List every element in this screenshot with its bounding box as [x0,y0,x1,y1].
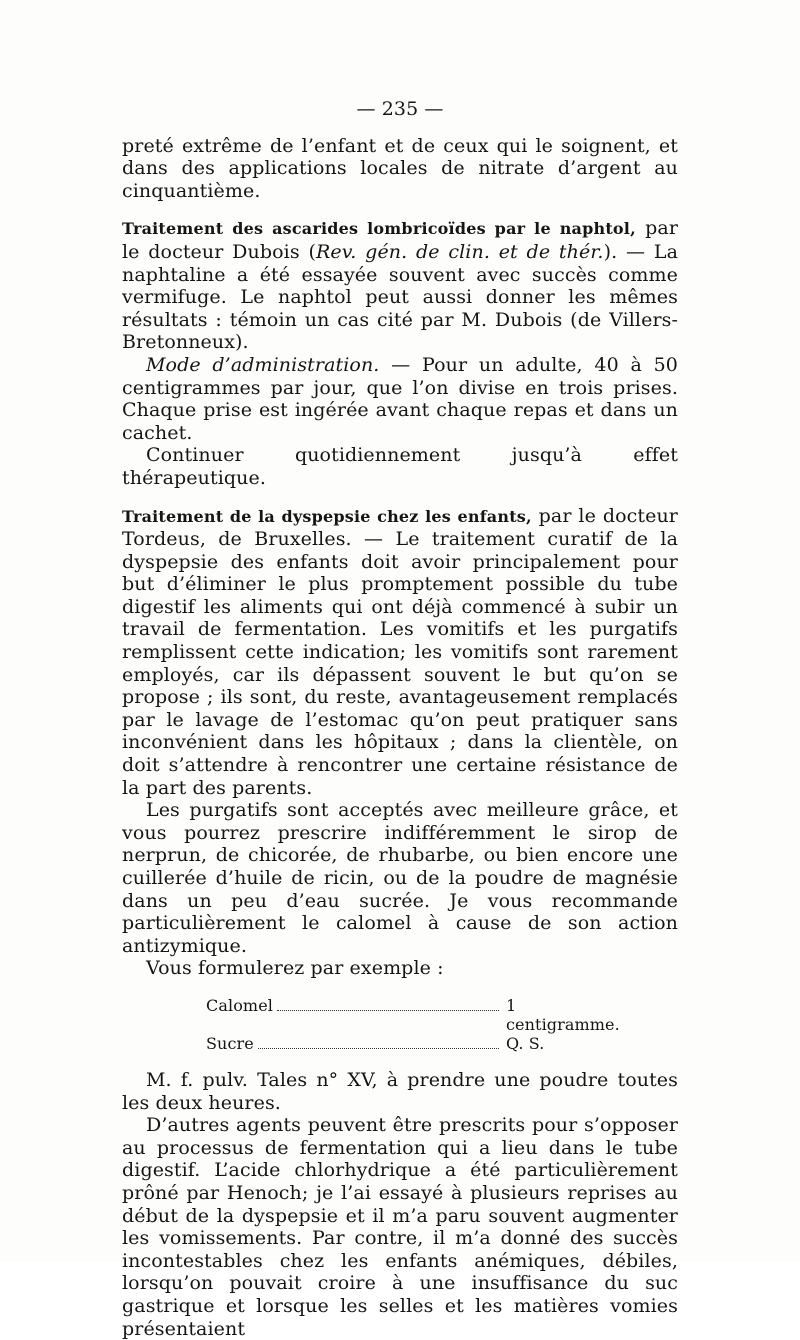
subheading-italic: Mode d’administration. [146,353,380,376]
paragraph-text: par le docteur Tordeus, de Bruxelles. — Le traitement curatif de la dyspepsie des enfants doit avoir principalement pour but d’éliminer le plus promptement possible du tube digestif les aliments qui ont déjà commencé à subir un travail de fermentation. Les vomitifs et les purgatifs remplissent cette indication; les vomitifs sont rarement employés, car ils dépassent souvent le but qu’on se propose ; ils sont, du reste, avantageusement remplacés par le lavage de l’estomac qu’on peut pratiquer sans inconvénient dans les hôpitaux ; dans la clientèle, on doit s’attendre à rencontrer une certaine résistance de la part des parents. [122,504,678,799]
paragraph-formula-intro [122,957,678,980]
section-heading: Traitement des ascarides lombricoïdes par le naphtol, [122,219,636,239]
paragraph-text: Les purgatifs sont acceptés avec meilleure grâce, et vous pourrez prescrire indifféremment le sirop de nerprun, de chicorée, de rhubarbe, ou bien encore une cuillerée d’huile de ricin, ou de la poudre de magnésie dans un peu d’eau sucrée. Je vous recommande particulièrement le calomel à cause de son action antizymique. [122,799,678,957]
prescription-formula [206,996,626,1053]
paragraph-mode-administration [122,354,678,444]
paragraph-text: Vous formulerez par exemple : [146,957,444,980]
ingredient-name: Sucre [206,1033,254,1053]
page-text [122,98,678,1340]
leader-dots [277,1010,499,1011]
section-heading: Traitement de la dyspepsie chez les enfants, [122,506,532,526]
leader-dots [258,1048,499,1049]
ingredient-name: Calomel [206,995,273,1015]
prescription-line [206,1034,626,1053]
paragraph-text: ). — La naphtaline a été essayée souvent avec succès comme vermifuge. Le naphtol peut aussi donner les mêmes résultats : témoin un cas cité par M. Dubois (de Villers-Bretonneux). [122,240,678,354]
paragraph-text: preté extrême de l’enfant et de ceux qui le soignent, et dans des applications locales de nitrate d’argent au cinquantième. [122,134,678,202]
paragraph-continuation [122,135,678,203]
paragraph-continuation-instruction [122,444,678,489]
paragraph-text: par le docteur Dubois ( [122,217,678,263]
ingredient-quantity: Q. S. [506,1033,545,1053]
paragraph-other-agents [122,1114,678,1340]
paragraph-text: Continuer quotidiennement jusqu’à effet thérapeutique. [122,444,678,489]
paragraph-text: — Pour un adulte, 40 à 50 centigrammes par jour, que l’on divise en trois prises. Chaque prise est ingérée avant chaque repas et dans un cachet. [122,353,678,444]
journal-reference: Rev. gén. de clin. et de thér. [315,240,604,263]
paragraph-purgatifs [122,799,678,957]
page-number: — 235 — [356,98,444,120]
paragraph-text: D’autres agents peuvent être prescrits pour s’opposer au processus de fermentation qui a lieu dans le tube digestif. L’acide chlorhydrique a été particulièrement prôné par Henoch; je l’ai essayé à plusieurs reprises au début de la dyspepsie et il m’a paru souvent augmenter les vomissements. Par contre, il m’a donné des succès incontestables chez les enfants anémiques, débiles, lorsqu’on pouvait croire à une insuffisance du suc gastrique et lorsque les selles et les matières vomies présentaient [122,1114,678,1340]
prescription-line [206,996,626,1034]
paragraph-dosage [122,1069,678,1114]
ingredient-quantity: 1 centigramme. [506,995,620,1034]
section-dyspepsie [122,505,678,800]
paragraph-text: M. f. pulv. Tales n° XV, à prendre une poudre toutes les deux heures. [122,1068,678,1114]
section-ascarides [122,217,678,354]
